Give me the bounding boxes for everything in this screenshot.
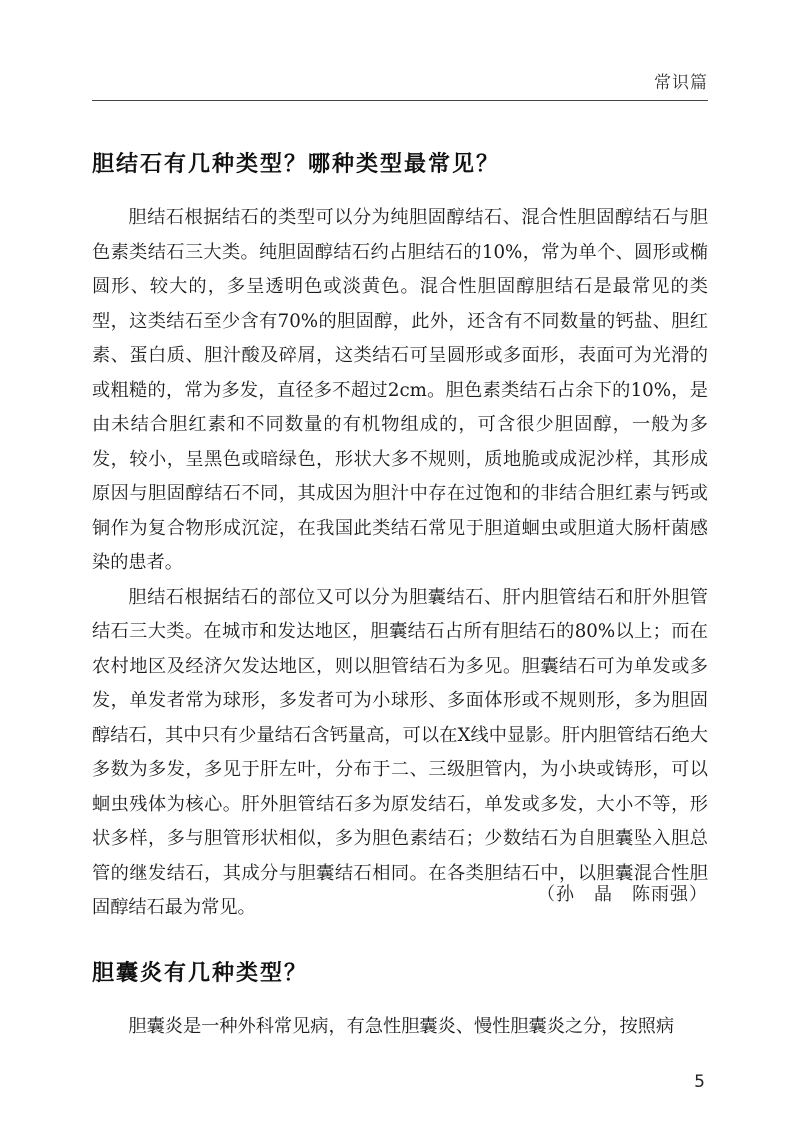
running-head: 常识篇 [654,73,708,93]
section-title-cholecystitis-types: 胆囊炎有几种类型？ [92,961,309,986]
header-rule [92,100,708,101]
author-credit: （孙 晶 陈雨强） [537,884,708,905]
page-number: 5 [694,1072,705,1092]
paragraph: 胆囊炎是一种外科常见病，有急性胆囊炎、慢性胆囊炎之分，按照病 [128,1016,675,1037]
paragraph: 胆结石根据结石的部位又可以分为胆囊结石、肝内胆管结石和肝外胆管结石三大类。在城市和发达地区，胆囊结石占所有胆结石的80%以上；而在农村地区及经济欠发达地区，则以胆管结石为多见。胆囊结石可为单发或多发，单发者常为球形，多发者可为小球形、多面体形或不规则形，多为胆固醇结石，其中只有少量结石含钙量高，可以在X线中显影。肝内胆管结石绝大多数为多发，多见于肝左叶，分布于二、三级胆管内，为小块或铸形，可以蛔虫残体为核心。肝外胆管结石多为原发结石，单发或多发，大小不等，形状多样，多与胆管形状相似，多为胆色素结石；少数结石为自胆囊坠入胆总管的继发结石，其成分与胆囊结石相同。在各类胆结石中，以胆囊混合性胆固醇结石最为常见。 [92,586,708,918]
section-body-gallstone-types [92,201,708,926]
section-title-gallstone-types: 胆结石有几种类型？哪种类型最常见？ [92,152,501,177]
paragraph: 胆结石根据结石的类型可以分为纯胆固醇结石、混合性胆固醇结石与胆色素类结石三大类。纯胆固醇结石约占胆结石的10%，常为单个、圆形或椭圆形、较大的，多呈透明色或淡黄色。混合性胆固醇胆结石是最常见的类型，这类结石至少含有70%的胆固醇，此外，还含有不同数量的钙盐、胆红素、蛋白质、胆汁酸及碎屑，这类结石可呈圆形或多面形，表面可为光滑的或粗糙的，常为多发，直径多不超过2cm。胆色素类结石占余下的10%，是由未结合胆红素和不同数量的有机物组成的，可含很少胆固醇，一般为多发，较小，呈黑色或暗绿色，形状大多不规则，质地脆或成泥沙样，其形成原因与胆固醇结石不同，其成因为胆汁中存在过饱和的非结合胆红素与钙或铜作为复合物形成沉淀，在我国此类结石常见于胆道蛔虫或胆道大肠杆菌感染的患者。 [92,207,708,573]
section-body-cholecystitis-types [92,1010,708,1045]
